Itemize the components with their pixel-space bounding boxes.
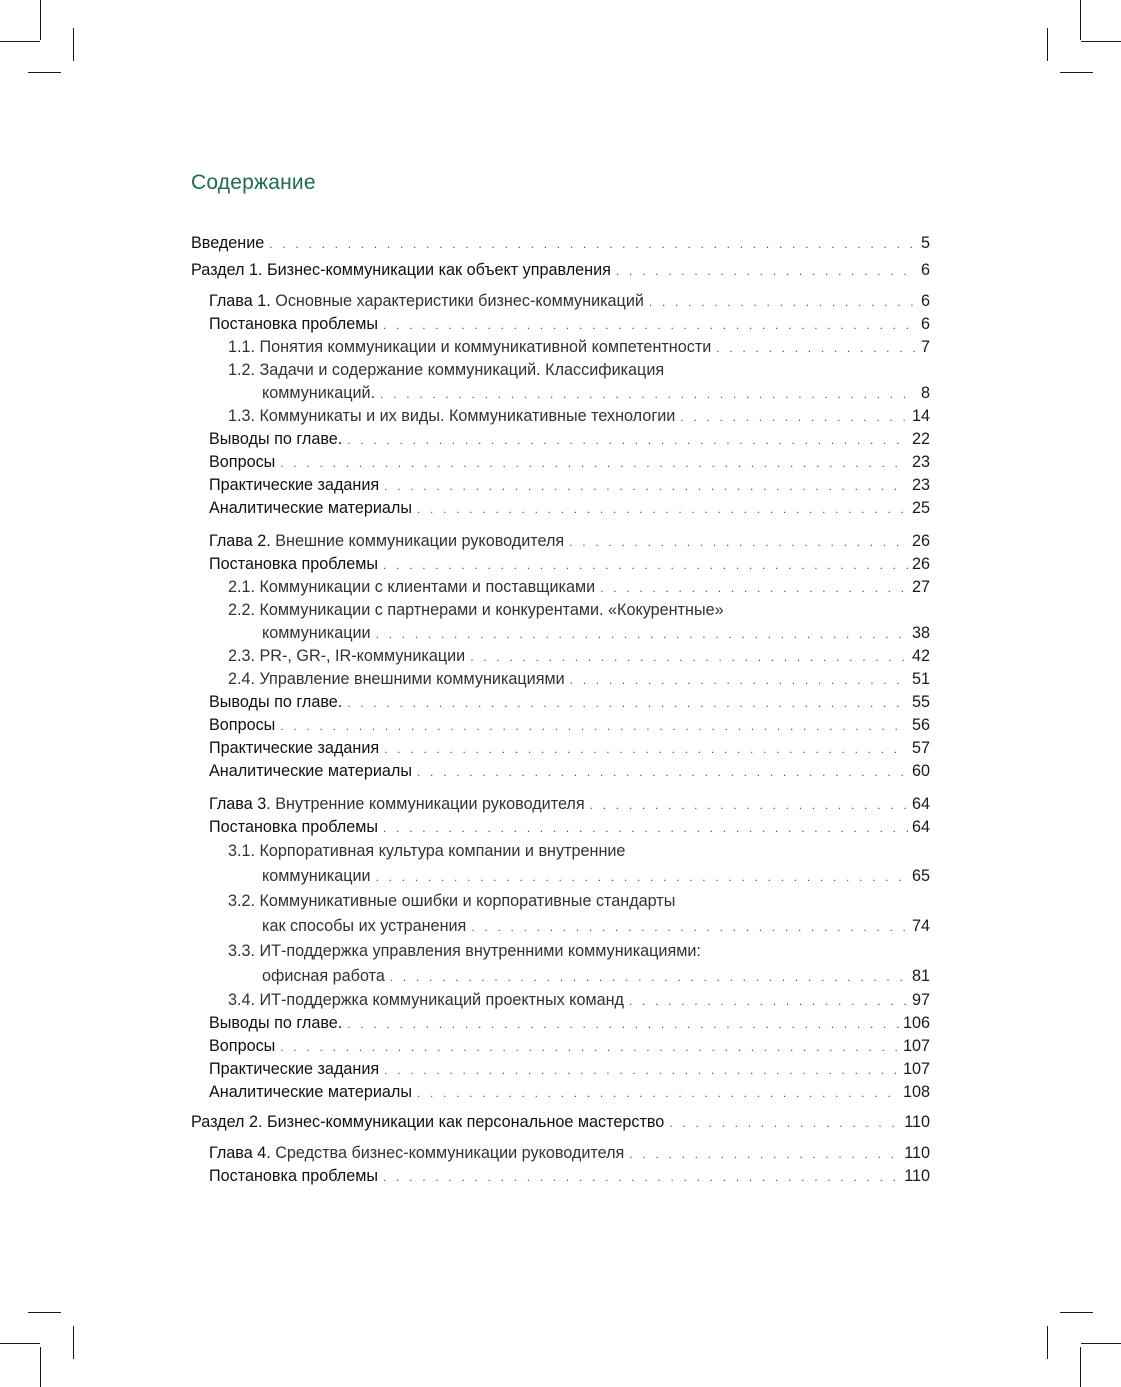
toc-entry-title: Практические задания [209, 739, 380, 757]
toc-entry-title: Аналитические материалы [209, 499, 412, 517]
toc-subsection-line1[interactable] [191, 939, 930, 964]
crop-mark [28, 1312, 61, 1313]
toc-entry-title: 2.1. Коммуникации с клиентами и поставщиками [228, 578, 596, 596]
toc-entry-title: Аналитические материалы [209, 762, 412, 780]
toc-entry-title: Выводы по главе. [209, 430, 343, 448]
toc-section-title: Раздел 2. Бизнес-коммуникации как персональное мастерство [191, 1113, 665, 1131]
dot-leader [280, 715, 908, 738]
toc-subsection[interactable] [191, 336, 930, 359]
toc-page-number: 110 [904, 1144, 930, 1162]
toc-page-number: 38 [911, 624, 930, 642]
toc-chapter-4[interactable] [191, 1142, 930, 1165]
toc-entry-title: Практические задания [209, 1060, 380, 1078]
toc-entry-title: 2.2. Коммуникации с партнерами и конкурентами. «Кокурентные» [228, 601, 724, 619]
toc-page-number: 64 [911, 795, 930, 813]
chapter-title: Внутренние коммуникации руководителя [275, 795, 585, 813]
dot-leader [417, 761, 908, 784]
toc-entry-problem[interactable] [191, 313, 930, 336]
toc-entry-title: Вопросы [209, 453, 276, 471]
toc-subsection-line2[interactable] [191, 622, 930, 645]
toc-section-2[interactable] [191, 1107, 930, 1137]
toc-page-number: 6 [920, 261, 930, 279]
dot-leader [383, 554, 908, 577]
crop-mark [1081, 41, 1121, 42]
dot-leader [384, 738, 908, 761]
toc-entry-title: 3.3. ИТ-поддержка управления внутренними коммуникациями: [228, 942, 701, 960]
toc-chapter-3[interactable] [191, 793, 930, 816]
toc-entry-title: Постановка проблемы [209, 315, 378, 333]
dot-leader [384, 475, 908, 498]
toc-entry-title: 3.4. ИТ-поддержка коммуникаций проектных команд [228, 991, 624, 1009]
crop-mark [1047, 1326, 1048, 1359]
chapter-title: Основные характеристики бизнес-коммуникаций [275, 292, 644, 310]
toc-entry-title: коммуникации [262, 624, 371, 642]
dot-leader [347, 692, 908, 715]
page-title: Содержание [191, 171, 316, 194]
toc-page-number: 60 [911, 762, 930, 780]
toc-entry-title: офисная работа [262, 967, 385, 985]
chapter-label: Глава 4. [209, 1144, 271, 1162]
toc-page-number: 110 [904, 1167, 930, 1185]
crop-mark [1081, 1343, 1121, 1344]
toc-subsection-line2[interactable] [191, 382, 930, 405]
toc-page-number: 25 [911, 499, 930, 517]
toc-entry-title: Вопросы [209, 716, 276, 734]
toc-page-number: 55 [911, 693, 930, 711]
toc-entry-tasks[interactable] [191, 737, 930, 760]
toc-entry-title: Постановка проблемы [209, 1167, 378, 1185]
chapter-title: Средства бизнес-коммуникации руководителя [275, 1144, 625, 1162]
toc-page-number: 5 [920, 234, 930, 252]
toc-entry-questions[interactable] [191, 714, 930, 737]
toc-entry-problem[interactable] [191, 553, 930, 576]
dot-leader [380, 383, 917, 406]
dot-leader [716, 337, 917, 360]
toc-entry-title: как способы их устранения [262, 917, 467, 935]
dot-leader [680, 406, 908, 429]
toc-subsection[interactable] [191, 405, 930, 428]
toc-entry-title: 2.4. Управление внешними коммуникациями [228, 670, 565, 688]
dot-leader [269, 233, 917, 256]
toc-page-number: 6 [920, 292, 930, 310]
toc-entry-title: Введение [191, 234, 265, 252]
toc-subsection-line2[interactable] [191, 964, 930, 989]
toc-page-number: 65 [911, 867, 930, 885]
dot-leader [417, 1082, 899, 1105]
toc-entry-title: 3.2. Коммуникативные ошибки и корпоративные стандарты [228, 892, 676, 910]
toc-entry-materials[interactable] [191, 497, 930, 520]
dot-leader [376, 865, 908, 890]
toc-subsection-line1[interactable] [191, 599, 930, 622]
toc-entry-tasks[interactable] [191, 1058, 930, 1081]
toc-page-number: 42 [911, 647, 930, 665]
toc-page-number: 7 [920, 338, 930, 356]
crop-mark [1080, 0, 1081, 40]
dot-leader [390, 965, 908, 990]
dot-leader [347, 1013, 899, 1036]
toc-entry-tasks[interactable] [191, 474, 930, 497]
toc-subsection-line1[interactable] [191, 359, 930, 382]
toc-subsection[interactable] [191, 668, 930, 691]
toc-entry-title: 2.3. PR-, GR-, IR-коммуникации [228, 647, 466, 665]
toc-entry-title: Постановка проблемы [209, 555, 378, 573]
toc-entry-conclusions[interactable] [191, 428, 930, 451]
toc-entry-title: Вопросы [209, 1037, 276, 1055]
toc-page-number: 108 [902, 1083, 930, 1101]
toc-page-number: 64 [911, 818, 930, 836]
crop-mark [1060, 72, 1093, 73]
toc-page-number: 27 [911, 578, 930, 596]
toc-entry-materials[interactable] [191, 760, 930, 783]
crop-mark [0, 41, 40, 42]
toc-entry-title: коммуникаций. [262, 384, 376, 402]
dot-leader [629, 990, 908, 1013]
toc-subsection-line1[interactable] [191, 839, 930, 864]
toc-entry-title: Постановка проблемы [209, 818, 378, 836]
toc-entry-conclusions[interactable] [191, 691, 930, 714]
dot-leader [280, 452, 908, 475]
chapter-title: Внешние коммуникации руководителя [275, 532, 565, 550]
dot-leader [347, 429, 908, 452]
toc-subsection-line2[interactable] [191, 864, 930, 889]
table-of-contents [191, 232, 930, 1188]
dot-leader [629, 1143, 900, 1166]
toc-page-number: 6 [920, 315, 930, 333]
toc-section-title: Раздел 1. Бизнес-коммуникации как объект управления [191, 261, 611, 279]
crop-mark [1047, 28, 1048, 61]
toc-entry-questions[interactable] [191, 1035, 930, 1058]
dot-leader [417, 498, 908, 521]
dot-leader [376, 623, 908, 646]
toc-entry-conclusions[interactable] [191, 1012, 930, 1035]
toc-entry-problem[interactable] [191, 1165, 930, 1188]
toc-entry-title: Аналитические материалы [209, 1083, 412, 1101]
chapter-label: Глава 2. [209, 532, 271, 550]
toc-page-number: 106 [902, 1014, 930, 1032]
toc-page-number: 22 [911, 430, 930, 448]
dot-leader [590, 794, 908, 817]
toc-page-number: 57 [911, 739, 930, 757]
crop-mark [0, 1343, 40, 1344]
toc-entry-questions[interactable] [191, 451, 930, 474]
dot-leader [470, 646, 908, 669]
toc-entry-title: 1.3. Коммуникаты и их виды. Коммуникативные технологии [228, 407, 676, 425]
crop-mark [73, 1326, 74, 1359]
toc-subsection[interactable] [191, 645, 930, 668]
toc-page-number: 26 [911, 532, 930, 550]
dot-leader [600, 577, 908, 600]
toc-page-number: 107 [902, 1060, 930, 1078]
crop-mark [1060, 1312, 1093, 1313]
toc-page-number: 97 [911, 991, 930, 1009]
chapter-label: Глава 3. [209, 795, 271, 813]
crop-mark [40, 0, 41, 40]
toc-section-1[interactable] [191, 255, 930, 285]
dot-leader [384, 1059, 899, 1082]
dot-leader [570, 669, 908, 692]
crop-mark [40, 1347, 41, 1387]
toc-entry-title: коммуникации [262, 867, 371, 885]
dot-leader [569, 531, 908, 554]
toc-page-number: 26 [911, 555, 930, 573]
toc-entry-intro[interactable] [191, 232, 930, 255]
toc-page-number: 81 [911, 967, 930, 985]
toc-entry-title: Выводы по главе. [209, 1014, 343, 1032]
toc-subsection-line2[interactable] [191, 914, 930, 939]
crop-mark [73, 28, 74, 61]
toc-entry-title: Выводы по главе. [209, 693, 343, 711]
toc-page-number: 56 [911, 716, 930, 734]
toc-page-number: 8 [920, 384, 930, 402]
dot-leader [383, 314, 917, 337]
dot-leader [383, 1166, 900, 1189]
toc-entry-problem[interactable] [191, 816, 930, 839]
toc-chapter-2[interactable] [191, 530, 930, 553]
crop-mark [1080, 1347, 1081, 1387]
toc-page-number: 23 [911, 453, 930, 471]
toc-entry-title: Практические задания [209, 476, 380, 494]
dot-leader [471, 915, 908, 940]
toc-page-number: 74 [911, 917, 930, 935]
toc-entry-title: 1.2. Задачи и содержание коммуникаций. Классификация [228, 361, 665, 379]
dot-leader [669, 1108, 900, 1138]
dot-leader [280, 1036, 899, 1059]
chapter-label: Глава 1. [209, 292, 271, 310]
toc-entry-title: 3.1. Корпоративная культура компании и внутренние [228, 842, 626, 860]
toc-chapter-1[interactable] [191, 290, 930, 313]
crop-mark [28, 72, 61, 73]
toc-subsection[interactable] [191, 576, 930, 599]
toc-subsection-line1[interactable] [191, 889, 930, 914]
toc-entry-materials[interactable] [191, 1081, 930, 1104]
dot-leader [616, 256, 917, 286]
toc-page-number: 23 [911, 476, 930, 494]
toc-page-number: 51 [911, 670, 930, 688]
dot-leader [383, 817, 908, 840]
toc-page-number: 110 [904, 1113, 930, 1131]
toc-page-number: 14 [911, 407, 930, 425]
toc-page-number: 107 [902, 1037, 930, 1055]
toc-entry-title: 1.1. Понятия коммуникации и коммуникативной компетентности [228, 338, 712, 356]
dot-leader [649, 291, 917, 314]
toc-subsection[interactable] [191, 989, 930, 1012]
